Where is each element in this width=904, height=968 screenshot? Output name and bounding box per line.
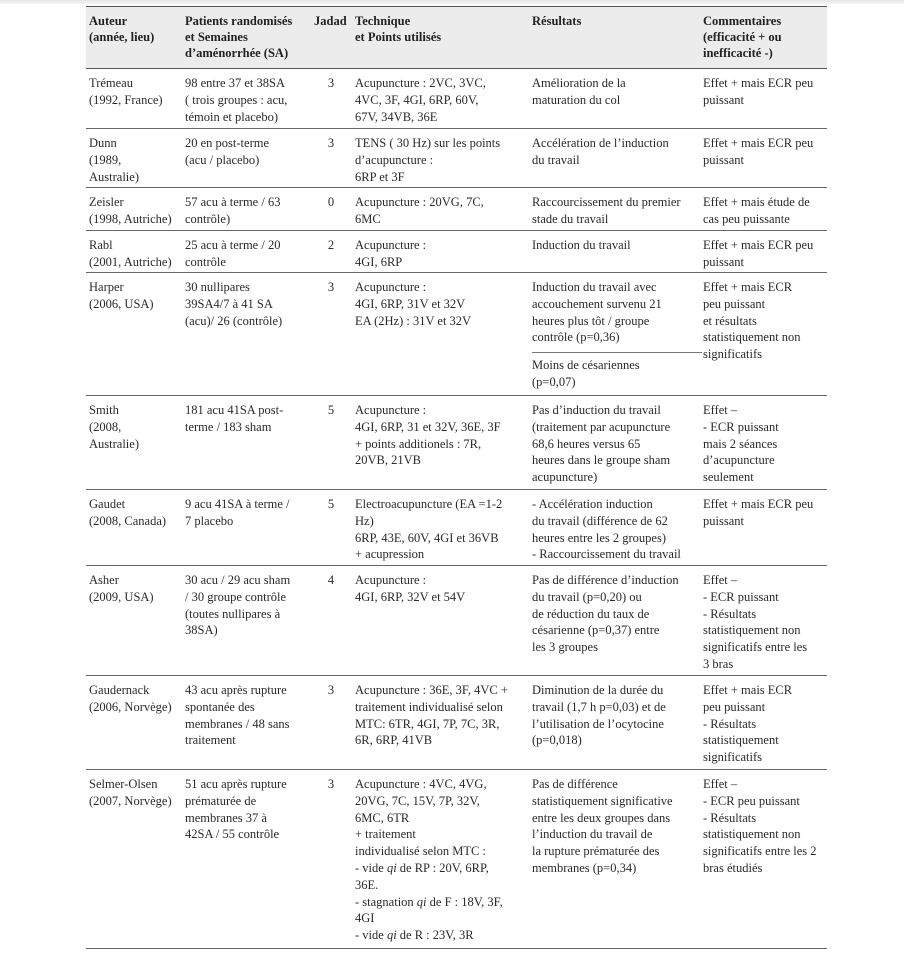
technique-line: - vide qi de RP : 20V, 6RP, — [355, 860, 489, 875]
cell-patients: 181 acu 41SA post- terme / 183 sham — [185, 403, 284, 434]
cell-patients: 30 nullipares 39SA4/7 à 41 SA (acu)/ 26 (contrôle) — [185, 280, 283, 328]
technique-line: 20VG, 7C, 15V, 7P, 32V, — [355, 793, 480, 808]
cell-comments: Effet + mais ECR peu puissant — [703, 497, 814, 528]
acupuncture-trials-table — [86, 6, 827, 949]
table-row — [86, 129, 827, 188]
technique-line: 4GI — [355, 911, 375, 926]
cell-results: Pas de différence d’induction du travail (p=0,20) ou de réduction du taux de césarienne (p=0,37) entre les 3 groupes — [532, 573, 679, 655]
cell-jadad: 5 — [327, 497, 335, 511]
cell-results: Pas d’induction du travail (traitement par acupuncture 68,6 heures versus 65 heures dans le groupe sham acupuncture) — [532, 403, 671, 485]
cell-results: Accélération de l’induction du travail — [532, 136, 669, 167]
table-row — [86, 676, 827, 770]
cell-patients: 30 acu / 29 acu sham / 30 groupe contrôle (toutes nullipares à 38SA) — [185, 573, 291, 638]
cell-jadad: 3 — [327, 777, 335, 791]
cell-patients: 20 en post-terme (acu / placebo) — [185, 136, 270, 167]
header-comments: Commentaires (efficacité + ou inefficacité -) — [703, 14, 782, 60]
technique-line: - stagnation qi de F : 18V, 3F, — [355, 894, 503, 909]
cell-comments: Effet – - ECR puissant - Résultats statistiquement non significatifs entre les 3 bras — [703, 573, 808, 671]
cell-patients: 43 acu après rupture spontanée des membranes / 48 sans traitement — [185, 683, 290, 748]
table-row — [86, 273, 827, 396]
table-row — [86, 490, 827, 566]
cell-comments: Effet + mais ECR peu puissant — [703, 238, 814, 269]
cell-technique: Electroacupuncture (EA =1-2 Hz) 6RP, 43E, 60V, 4GI et 36VB + acupression — [355, 497, 503, 562]
cell-results: Amélioration de la maturation du col — [532, 76, 626, 107]
cell-results: Induction du travail avec accouchement survenu 21 heures plus tôt / groupe contrôle (p=0,36) — [532, 280, 662, 345]
technique-line: + traitement — [355, 827, 416, 842]
cell-comments: Effet + mais ECR peu puissant et résultats statistiquement non significatifs — [703, 280, 801, 362]
cell-jadad: 4 — [327, 573, 335, 587]
cell-technique: Acupuncture : 20VG, 7C, 6MC — [355, 195, 484, 226]
technique-line: individualisé selon MTC : — [355, 844, 486, 859]
cell-comments: Effet + mais ECR peu puissant — [703, 136, 814, 167]
cell-comments: Effet + mais étude de cas peu puissante — [703, 195, 810, 226]
cell-technique: Acupuncture : 4GI, 6RP — [355, 238, 427, 269]
cell-results: Raccourcissement du premier stade du travail — [532, 195, 681, 226]
cell-technique: Acupuncture : 4GI, 6RP, 32V et 54V — [355, 573, 466, 604]
table-row — [86, 396, 827, 490]
cell-author: Zeisler (1998, Autriche) — [89, 195, 172, 226]
results-divider — [532, 352, 702, 353]
cell-jadad: 3 — [327, 136, 335, 150]
cell-patients: 51 acu après rupture prématurée de membranes 37 à 42SA / 55 contrôle — [185, 777, 287, 842]
header-results: Résultats — [532, 14, 582, 28]
cell-patients: 98 entre 37 et 38SA ( trois groupes : acu, témoin et placebo) — [185, 76, 288, 124]
cell-jadad: 0 — [327, 195, 335, 209]
technique-line: - vide qi de R : 23V, 3R — [355, 928, 474, 943]
technique-line: Acupuncture : 4VC, 4VG, — [355, 777, 487, 791]
cell-comments: Effet – - ECR peu puissant - Résultats statistiquement non significatifs entre les 2 bras étudiés — [703, 777, 817, 875]
cell-jadad: 2 — [327, 238, 335, 252]
cell-technique: Acupuncture : 2VC, 3VC, 4VC, 3F, 4GI, 6RP, 60V, 67V, 34VB, 36E — [355, 76, 486, 124]
header-jadad: Jadad — [314, 14, 347, 28]
cell-comments: Effet + mais ECR peu puissant — [703, 76, 814, 107]
table-header — [86, 6, 827, 69]
cell-technique: Acupuncture : 4GI, 6RP, 31V et 32V EA (2Hz) : 31V et 32V — [355, 280, 472, 328]
cell-patients: 9 acu 41SA à terme / 7 placebo — [185, 497, 290, 528]
cell-author: Dunn (1989, Australie) — [89, 136, 139, 184]
cell-comments: Effet + mais ECR peu puissant - Résultats statistiquement significatifs — [703, 683, 793, 765]
table-row — [86, 69, 827, 129]
header-technique: Technique et Points utilisés — [355, 14, 442, 44]
cell-technique: Acupuncture : 36E, 3F, 4VC + traitement individualisé selon MTC: 6TR, 4GI, 7P, 7C, 3R, 6R, 6RP, 41VB — [355, 683, 508, 748]
cell-results-secondary: Moins de césariennes (p=0,07) — [532, 358, 640, 389]
cell-patients: 57 acu à terme / 63 contrôle) — [185, 195, 281, 226]
cell-jadad: 3 — [327, 280, 335, 294]
table-row — [86, 231, 827, 273]
cell-jadad: 5 — [327, 403, 335, 417]
header-patients: Patients randomisés et Semaines d’aménorrhée (SA) — [185, 14, 293, 60]
cell-author: Selmer-Olsen (2007, Norvège) — [89, 777, 172, 808]
cell-jadad: 3 — [327, 76, 335, 90]
cell-results: - Accélération induction du travail (différence de 62 heures entre les 2 groupes) - Raccourcissement du travail — [532, 497, 681, 562]
cell-author: Smith (2008, Australie) — [89, 403, 139, 451]
cell-author: Trémeau (1992, France) — [89, 76, 163, 107]
cell-results: Induction du travail — [532, 238, 631, 252]
cell-results: Pas de différence statistiquement significative entre les deux groupes dans l’induction du travail de la rupture prématurée des membranes (p=0,34) — [532, 777, 673, 875]
cell-jadad: 3 — [327, 683, 335, 697]
cell-author: Harper (2006, USA) — [89, 280, 154, 311]
cell-comments: Effet – - ECR puissant mais 2 séances d’acupuncture seulement — [703, 403, 779, 485]
cell-author: Asher (2009, USA) — [89, 573, 154, 604]
cell-patients: 25 acu à terme / 20 contrôle — [185, 238, 281, 269]
cell-technique: TENS ( 30 Hz) sur les points d’acupuncture : 6RP et 3F — [355, 136, 501, 184]
technique-line: 36E. — [355, 877, 379, 892]
technique-line: 6MC, 6TR — [355, 810, 410, 825]
cell-results: Diminution de la durée du travail (1,7 h p=0,03) et de l’utilisation de l’ocytocine (p=0,018) — [532, 683, 666, 748]
header-author: Auteur (année, lieu) — [89, 14, 155, 44]
cell-author: Rabl (2001, Autriche) — [89, 238, 172, 269]
cell-technique — [355, 776, 503, 944]
cell-technique: Acupuncture : 4GI, 6RP, 31 et 32V, 36E, 3F + points additionels : 7R, 20VB, 21VB — [355, 403, 501, 468]
table-row — [86, 188, 827, 231]
table-row — [86, 566, 827, 676]
top-band — [0, 0, 904, 4]
cell-author: Gaudet (2008, Canada) — [89, 497, 167, 528]
cell-author: Gaudernack (2006, Norvège) — [89, 683, 172, 714]
table-row — [86, 770, 827, 949]
